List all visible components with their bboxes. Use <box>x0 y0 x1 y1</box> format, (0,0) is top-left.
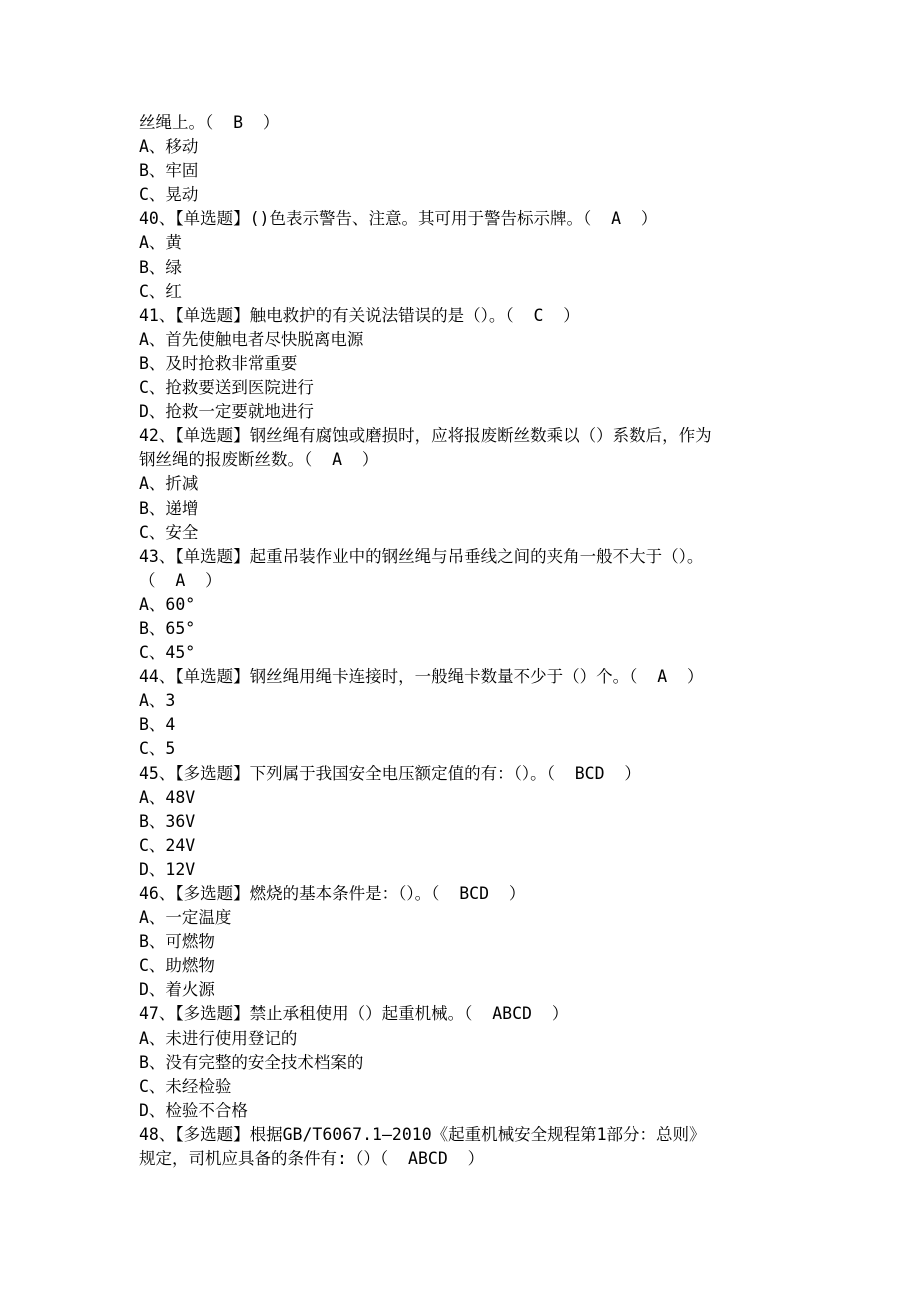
question-42-option-a: A、折减 <box>139 474 199 494</box>
question-41-stem: 41、【单选题】触电救护的有关说法错误的是（）。（ C ） <box>139 305 580 325</box>
question-40-stem: 40、【单选题】()色表示警告、注意。其可用于警告标示牌。（ A ） <box>139 209 658 229</box>
question-46-option-a: A、一定温度 <box>139 908 232 928</box>
question-41-option-b: B、及时抢救非常重要 <box>139 353 298 373</box>
question-list <box>139 111 799 1171</box>
question-40-option-c: C、红 <box>139 281 182 301</box>
question-45-option-b: B、36V <box>139 811 196 831</box>
question-45-option-c: C、24V <box>139 835 196 855</box>
question-42-stem: 42、【单选题】钢丝绳有腐蚀或磨损时，应将报废断丝数乘以（）系数后，作为 <box>139 426 712 446</box>
question-47-option-d: D、检验不合格 <box>139 1100 248 1120</box>
question-47-option-c: C、未经检验 <box>139 1076 232 1096</box>
question-46-stem: 46、【多选题】燃烧的基本条件是：（）。（ BCD ） <box>139 884 526 903</box>
question-40-option-a: A、黄 <box>139 233 182 253</box>
question-44-option-c: C、5 <box>139 739 176 759</box>
question-44-option-a: A、3 <box>139 691 176 711</box>
question-44-stem: 44、【单选题】钢丝绳用绳卡连接时，一般绳卡数量不少于（）个。（ A ） <box>139 667 704 687</box>
question-40-option-b: B、绿 <box>139 257 182 277</box>
question-43-option-b: B、65° <box>139 618 196 638</box>
question-48-stem-continued: 规定，司机应具备的条件有:（）（ ABCD ） <box>139 1149 485 1169</box>
question-46-option-b: B、可燃物 <box>139 932 215 952</box>
question-45-option-d: D、12V <box>139 859 196 879</box>
question-39-option-a: A、移动 <box>139 137 199 157</box>
question-43-stem: 43、【单选题】起重吊装作业中的钢丝绳与吊垂线之间的夹角一般不大于（）。 <box>139 546 704 566</box>
question-47-stem: 47、【多选题】禁止承租使用（）起重机械。（ ABCD ） <box>139 1004 569 1024</box>
question-41-option-a: A、首先使触电者尽快脱离电源 <box>139 329 364 349</box>
question-42-stem-continued: 钢丝绳的报废断丝数。（ A ） <box>139 450 379 470</box>
question-39-option-b: B、牢固 <box>139 161 199 181</box>
question-41-option-d: D、抢救一定要就地进行 <box>139 402 314 422</box>
question-41-option-c: C、抢救要送到医院进行 <box>139 378 314 398</box>
question-46-option-d: D、着火源 <box>139 980 215 1000</box>
question-43-option-c: C、45° <box>139 643 196 663</box>
question-46-option-c: C、助燃物 <box>139 956 215 976</box>
question-43-answer: （ A ） <box>139 570 222 590</box>
question-47-option-b: B、没有完整的安全技术档案的 <box>139 1052 364 1072</box>
question-48-stem: 48、【多选题】根据GB/T6067.1—2010《起重机械安全规程第1部分：总则》 <box>139 1124 706 1144</box>
question-45-stem: 45、【多选题】下列属于我国安全电压额定值的有：（）。（ BCD ） <box>139 763 641 783</box>
question-39-option-c: C、晃动 <box>139 185 199 205</box>
question-42-option-b: B、递增 <box>139 498 199 518</box>
question-42-option-c: C、安全 <box>139 522 199 542</box>
question-45-option-a: A、48V <box>139 787 196 807</box>
question-43-option-a: A、60° <box>139 594 196 614</box>
question-44-option-b: B、4 <box>139 715 176 735</box>
question-39-tail: 丝绳上。（ B ） <box>139 113 280 132</box>
question-47-option-a: A、未进行使用登记的 <box>139 1028 298 1048</box>
